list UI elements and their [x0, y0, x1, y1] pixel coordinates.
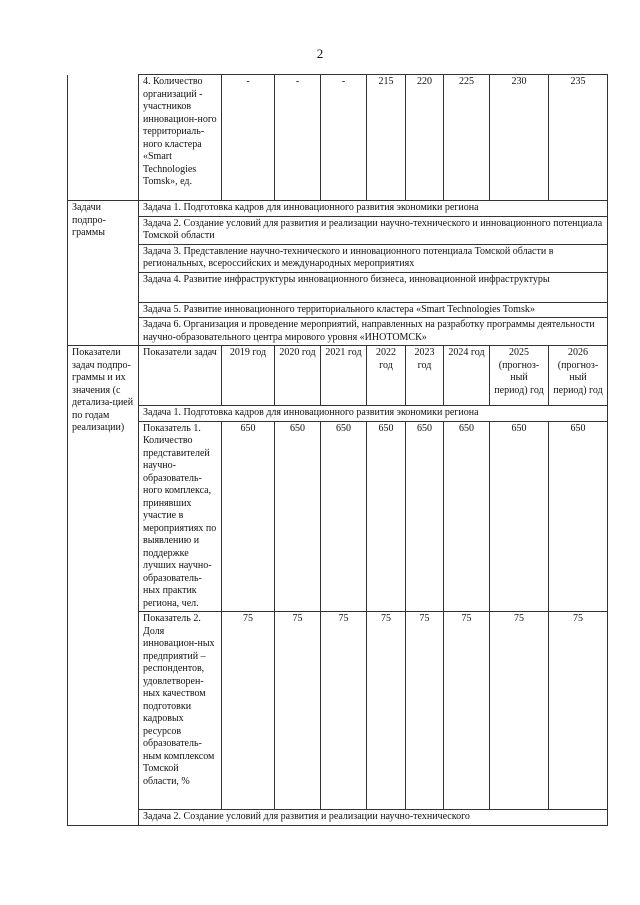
value-cell: 650 [444, 421, 490, 612]
header-year: 2026 (прогноз-ный период) год [549, 346, 608, 406]
value-cell: 650 [275, 421, 321, 612]
value-cell: 235 [549, 75, 608, 201]
task-6-text: Задача 6. Организация и проведение мероприятий, направленных на разработку программы деятельности научно-образовательного центра мирового уровня «ИНОТОМСК» [139, 318, 608, 346]
task-row [68, 318, 608, 346]
header-year: 2025 (прогноз-ный период) год [490, 346, 549, 406]
indicator-row [68, 612, 608, 810]
value-cell: - [222, 75, 275, 201]
value-cell: 650 [406, 421, 444, 612]
value-cell: 75 [549, 612, 608, 810]
value-cell: 225 [444, 75, 490, 201]
value-cell: 75 [275, 612, 321, 810]
value-cell: 75 [367, 612, 406, 810]
indicators-section-label: Показатели задач подпро-граммы и их значения (с детализа-цией по годам реализации) [68, 346, 139, 826]
task-1-text: Задача 1. Подготовка кадров для инновационного развития экономики региона [139, 201, 608, 217]
task-row [68, 302, 608, 318]
indicator-4-label: 4. Количество организаций - участников инновацион-ного территориаль-ного кластера «Smart Technologies Tomsk», ед. [139, 75, 222, 201]
task-row [68, 201, 608, 217]
task-row [68, 272, 608, 302]
value-cell: 220 [406, 75, 444, 201]
indicator-row [68, 421, 608, 612]
indicator-2-label: Показатель 2. Доля инновацион-ных предприятий – респондентов, удовлетворен-ных качеством подготовки кадровых ресурсов образователь-ным комплексом Томской области, % [139, 612, 222, 810]
value-cell: 75 [406, 612, 444, 810]
value-cell: 215 [367, 75, 406, 201]
indicator-1-label: Показатель 1. Количество представителей научно-образователь-ного комплекса, принявших участие в мероприятиях по выявлению и поддержке лучших научно-образователь-ных практик региона, чел. [139, 421, 222, 612]
task-row [68, 810, 608, 826]
value-cell: - [321, 75, 367, 201]
value-cell: 230 [490, 75, 549, 201]
value-cell: 650 [549, 421, 608, 612]
header-year: 2024 год [444, 346, 490, 406]
value-cell: 650 [367, 421, 406, 612]
value-cell: 650 [222, 421, 275, 612]
header-year: 2022 год [367, 346, 406, 406]
header-year: 2020 год [275, 346, 321, 406]
task-row [68, 406, 608, 422]
task-5-text: Задача 5. Развитие инновационного территориального кластера «Smart Technologies Tomsk» [139, 302, 608, 318]
value-cell: 75 [321, 612, 367, 810]
task-row [68, 244, 608, 272]
page-number: 2 [316, 46, 324, 61]
task-row [68, 216, 608, 244]
task-4-text: Задача 4. Развитие инфраструктуры инновационного бизнеса, инновационной инфраструктуры [139, 272, 608, 302]
value-cell: 75 [222, 612, 275, 810]
task-2-title: Задача 2. Создание условий для развития и реализации научно-технического [139, 810, 608, 826]
indicators-header-row [68, 346, 608, 406]
header-year: 2019 год [222, 346, 275, 406]
task-2-text: Задача 2. Создание условий для развития и реализации научно-технического и инновационного потенциала Томской области [139, 216, 608, 244]
value-cell: 650 [490, 421, 549, 612]
value-cell: 650 [321, 421, 367, 612]
indicator-4-row [68, 75, 608, 201]
value-cell: 75 [490, 612, 549, 810]
empty-left-cell [68, 75, 139, 201]
header-year: 2021 год [321, 346, 367, 406]
header-indicators: Показатели задач [139, 346, 222, 406]
task-1-title: Задача 1. Подготовка кадров для инновационного развития экономики региона [139, 406, 608, 422]
header-year: 2023 год [406, 346, 444, 406]
value-cell: - [275, 75, 321, 201]
task-3-text: Задача 3. Представление научно-технического и инновационного потенциала Томской области в региональных, всероссийских и международных мероприятиях [139, 244, 608, 272]
tasks-section-label: Задачи подпро-граммы [68, 201, 139, 346]
value-cell: 75 [444, 612, 490, 810]
subprogram-table [67, 74, 608, 826]
